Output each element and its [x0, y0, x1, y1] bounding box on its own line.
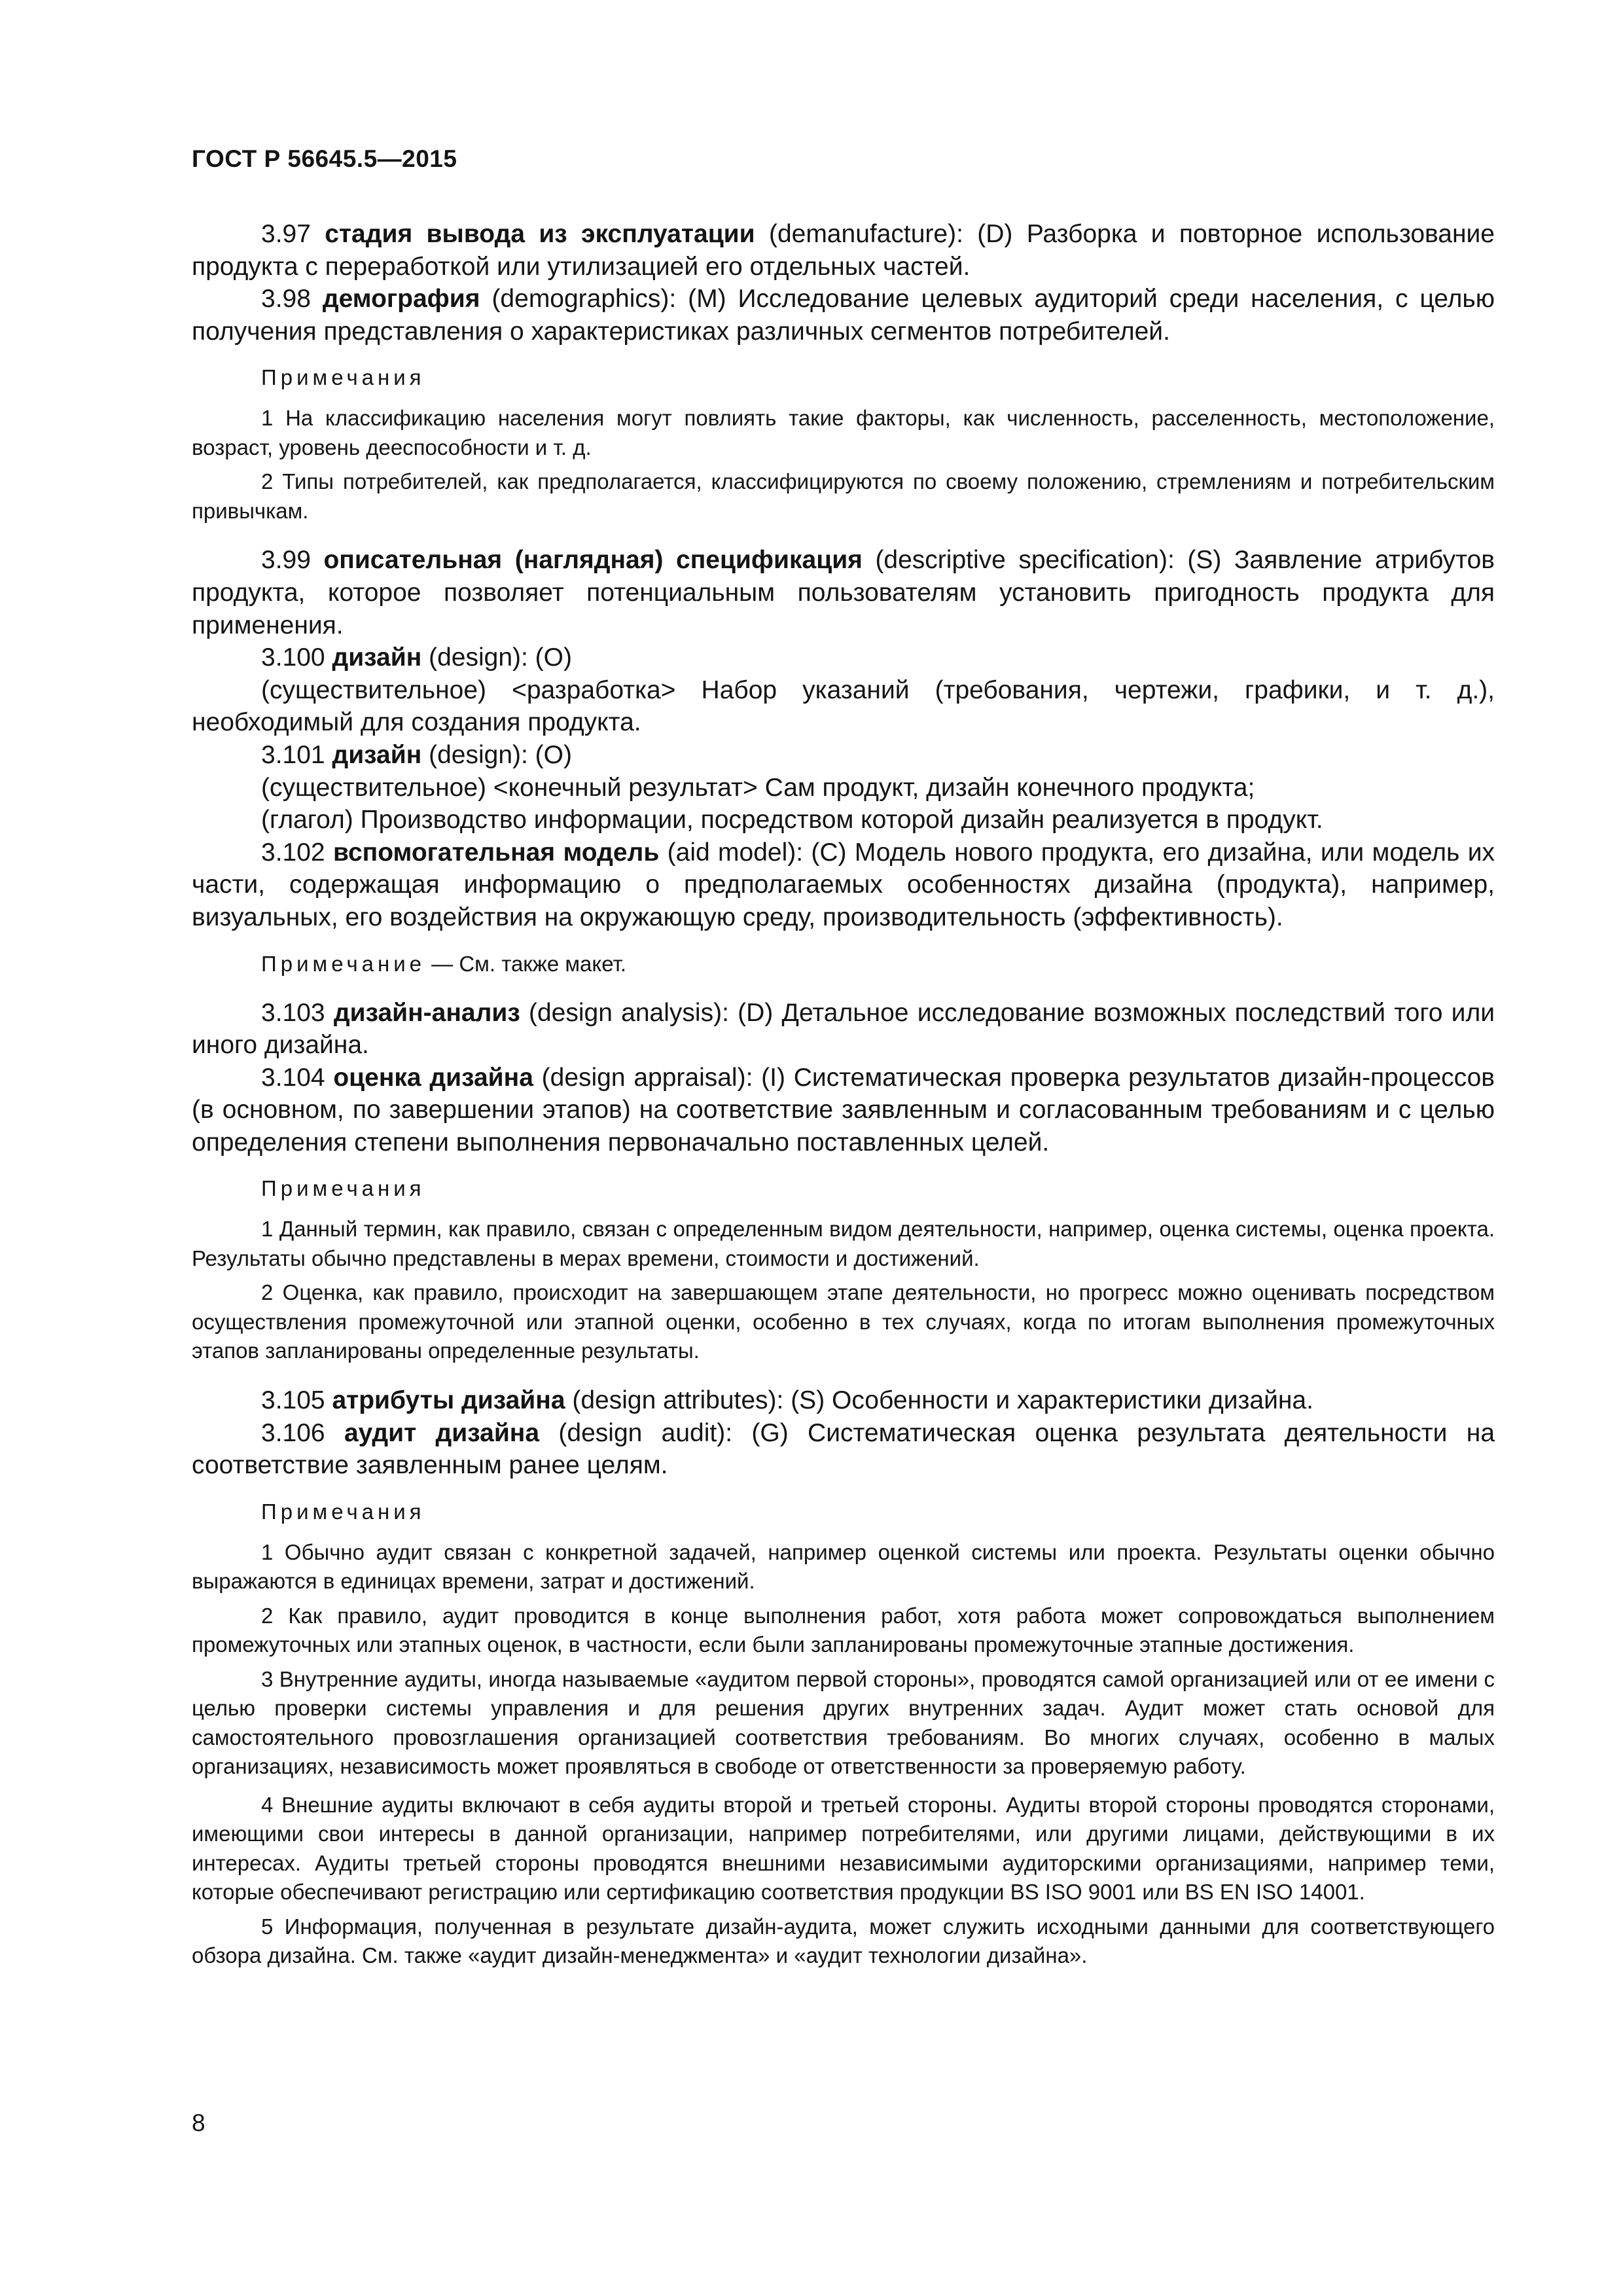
note: 3 Внутренние аудиты, иногда называемые «аудитом первой стороны», проводятся самой организацией или от ее имени с целью проверки системы управления и для решения других внутренних задач. Аудит может стать основой для самостоятельного провозглашения организацией соответствия требованиям. Во многих случаях, особенно в малых организациях, независимость может проявляться в свободе от ответственности за проверяемую работу. [192, 1666, 1495, 1779]
entry-3-102: 3.102 вспомогательная модель (aid model): (C) Модель нового продукта, его дизайна, или модель их части, содержащая информацию о предполагаемых особенностях дизайна (продукта), например, визуальных, его воздействия на окружающую среду, производительность (эффективность). [192, 838, 1495, 931]
term: описательная (наглядная) спецификация [323, 546, 863, 575]
term: дизайн-анализ [333, 998, 520, 1027]
note: 4 Внешние аудиты включают в себя аудиты второй и третьей стороны. Аудиты второй стороны проводятся сторонами, имеющими свои интересы в данной организации, например потребителями, или другими лицами, действующими в их интересах. Аудиты третьей стороны проводятся внешними независимыми аудиторскими организациями, например теми, которые обеспечивают регистрацию или сертификацию соответствия продукции BS ISO 9001 или BS EN ISO 14001. [192, 1792, 1495, 1905]
entry-3-99: 3.99 описательная (наглядная) спецификация (descriptive specification): (S) Заявление атрибутов продукта, которое позволяет потенциальным пользователям установить пригодность продукта для применения. [192, 546, 1495, 639]
entry-3-104: 3.104 оценка дизайна (design appraisal): (I) Систематическая проверка результатов дизайн-процессов (в основном, по завершении этапов) на соответствие заявленным и согласованным требованиям и с целью определения степени выполнения первоначально поставленных целей. [192, 1063, 1495, 1157]
notes-heading: Примечания [261, 1176, 425, 1201]
document-body [192, 218, 1495, 1976]
term: демография [322, 285, 480, 314]
notes-heading: Примечание [261, 951, 426, 976]
term: вспомогательная модель [332, 838, 660, 867]
entry-3-105: 3.105 атрибуты дизайна (design attributes): (S) Особенности и характеристики дизайна. [261, 1386, 1313, 1414]
note: 2 Как правило, аудит проводится в конце выполнения работ, хотя работа может сопровождаться выполнением промежуточных или этапных оценок, в частности, если были запланированы промежуточные этапные достижения. [192, 1603, 1495, 1657]
term: атрибуты дизайна [332, 1386, 565, 1414]
entry-3-106: 3.106 аудит дизайна (design audit): (G) Систематическая оценка результата деятельности на соответствие заявленным ранее целям. [192, 1418, 1495, 1480]
note-single: Примечание — См. также макет. [261, 951, 627, 976]
entry-3-101-verb: (глагол) Производство информации, посредством которой дизайн реализуется в продукт. [261, 806, 1323, 834]
note: 2 Оценка, как правило, происходит на завершающем этапе деятельности, но прогресс можно оценивать посредством осуществления промежуточной или этапной оценки, особенно в тех случаях, когда по итогам выполнения промежуточных этапов запланированы определенные результаты. [192, 1280, 1495, 1363]
note: 1 Данный термин, как правило, связан с определенным видом деятельности, например, оценка системы, оценка проекта. Результаты обычно представлены в мерах времени, стоимости и достижений. [192, 1217, 1495, 1270]
note: 5 Информация, полученная в результате дизайн-аудита, может служить исходными данными для соответствующего обзора дизайна. См. также «аудит дизайн-менеджмента» и «аудит технологии дизайна». [192, 1914, 1495, 1968]
notes-heading: Примечания [261, 1499, 425, 1524]
note: 2 Типы потребителей, как предполагается, классифицируются по своему положению, стремлениям и потребительским привычкам. [192, 469, 1495, 523]
entry-3-103: 3.103 дизайн-анализ (design analysis): (D) Детальное исследование возможных последствий того или иного дизайна. [192, 998, 1495, 1060]
entry-3-100: 3.100 дизайн (design): (O) [261, 643, 572, 672]
entry-3-101-noun: (существительное) <конечный результат> Сам продукт, дизайн конечного продукта; [261, 773, 1255, 802]
term: дизайн [332, 740, 422, 769]
notes-heading: Примечания [261, 365, 425, 390]
note: 1 Обычно аудит связан с конкретной задачей, например оценкой системы или проекта. Результаты оценки обычно выражаются в единицах времени, затрат и достижений. [192, 1539, 1495, 1594]
document-code-header: ГОСТ Р 56645.5—2015 [192, 145, 457, 172]
page-number: 8 [192, 2109, 205, 2136]
entry-3-97: 3.97 стадия вывода из эксплуатации (demanufacture): (D) Разборка и повторное использование продукта с переработкой или утилизацией его отдельных частей. [192, 220, 1495, 281]
entry-3-100-definition: (существительное) <разработка> Набор указаний (требования, чертежи, графики, и т. д.), необходимый для создания продукта. [192, 675, 1495, 737]
term: оценка дизайна [333, 1063, 533, 1092]
term: стадия вывода из эксплуатации [325, 220, 755, 248]
term: аудит дизайна [344, 1418, 540, 1447]
entry-3-101: 3.101 дизайн (design): (O) [261, 740, 572, 769]
note: 1 На классификацию населения могут повлиять такие факторы, как численность, расселенность, местоположение, возраст, уровень дееспособности и т. д. [192, 406, 1495, 459]
entry-3-98: 3.98 демография (demographics): (M) Исследование целевых аудиторий среди населения, с целью получения представления о характеристиках различных сегментов потребителей. [192, 285, 1495, 346]
term: дизайн [332, 643, 422, 672]
